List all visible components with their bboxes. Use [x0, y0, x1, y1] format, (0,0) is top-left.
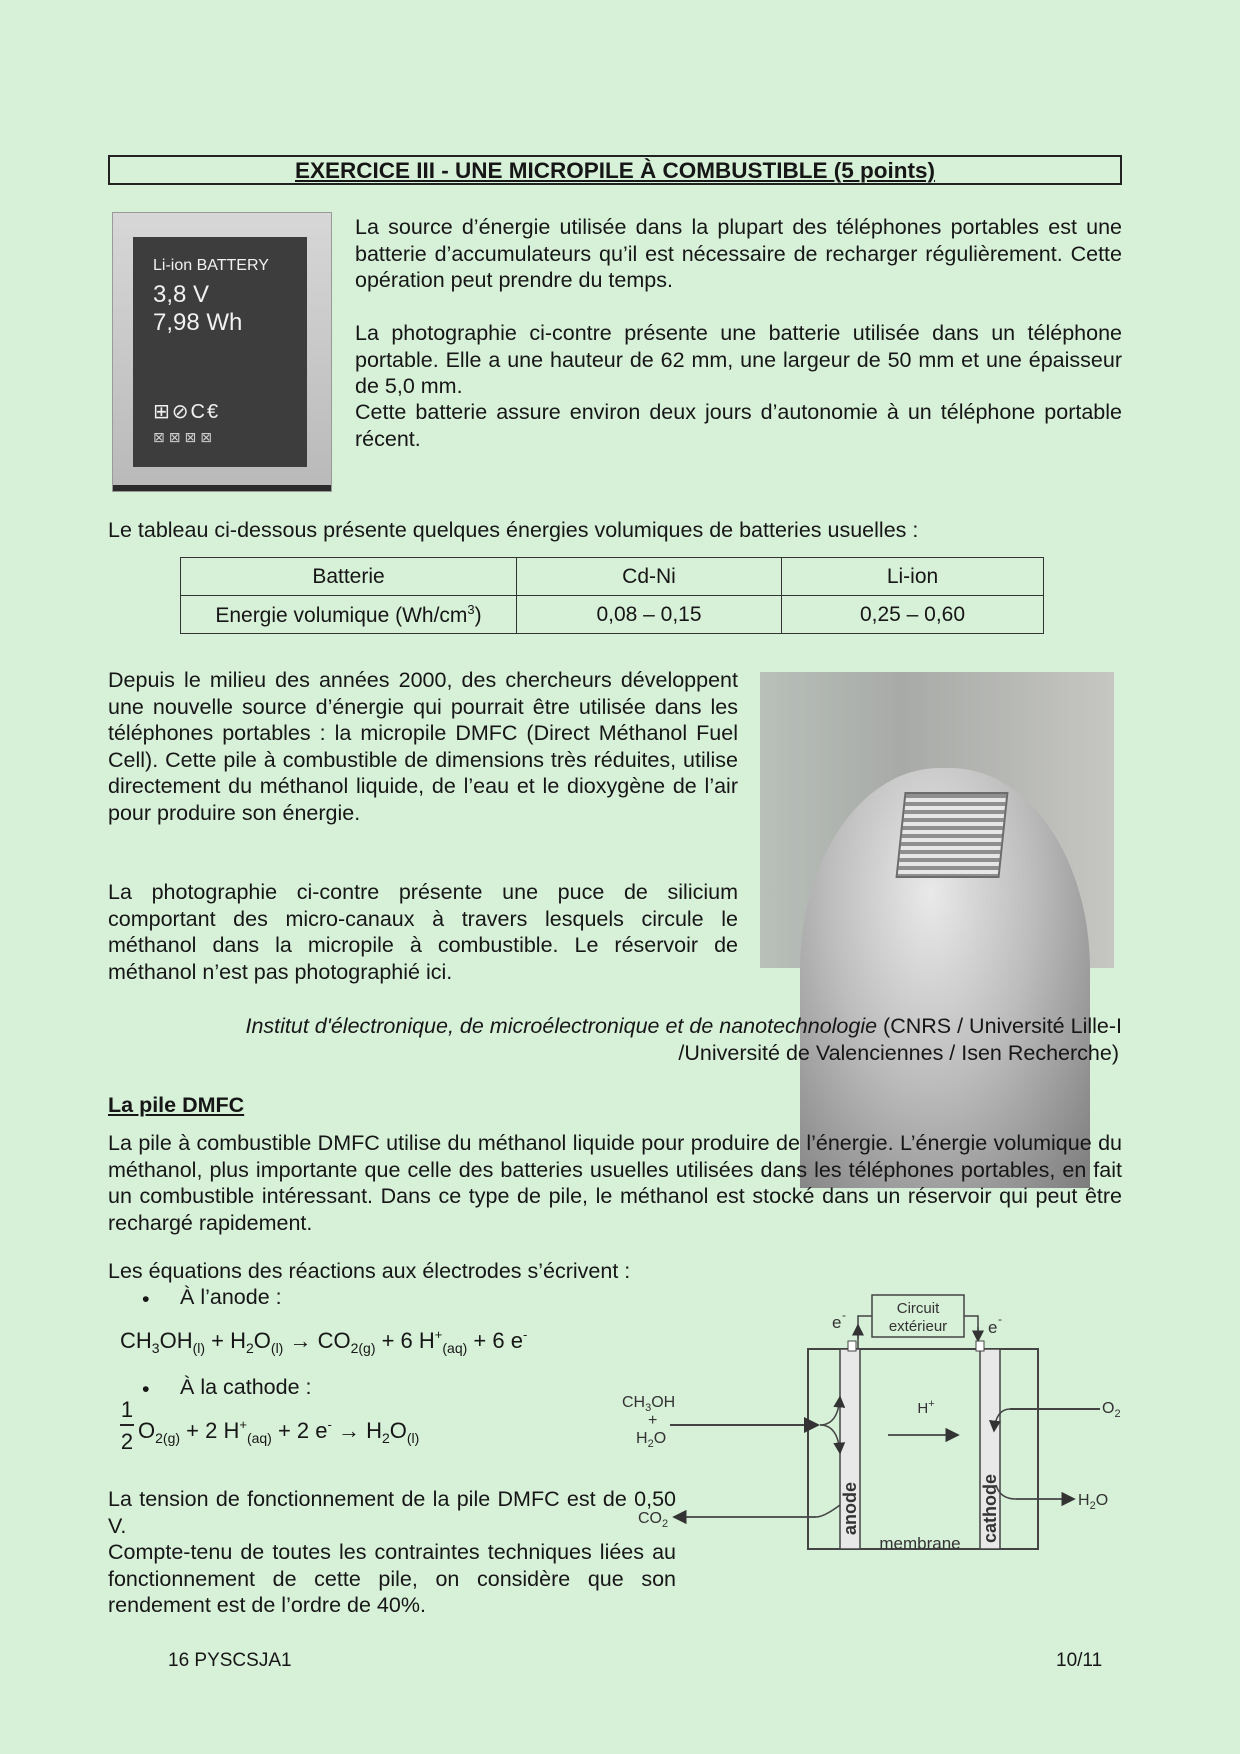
- battery-photo: [112, 212, 332, 492]
- cathode-terminal: [976, 1341, 984, 1351]
- water-input-label: $H_2O$: [636, 1430, 667, 1450]
- fuel-flow-up: [820, 1397, 840, 1425]
- footer-code: 16 PYSCSJA1: [168, 1650, 292, 1671]
- table-header-cdni: Cd-Ni: [517, 558, 782, 596]
- proton-label: H+: [917, 1398, 935, 1417]
- electron-sign-right: -: [998, 1312, 1002, 1326]
- battery-connector-edge: [113, 485, 331, 491]
- electron-label-right: e: [988, 1318, 998, 1337]
- dmfc-paragraph-2: La photographie ci-contre présente une puce de silicium comportant des micro-canaux à travers lesquels circule le méthanol dans la micropile à combustible. Le réservoir de méthanol n’est pas photographié ici.: [108, 880, 738, 984]
- cathode-label: cathode: [980, 1473, 1000, 1543]
- table-row: [181, 558, 1044, 596]
- energy-label-text: Energie volumique (Wh/cm: [215, 603, 468, 627]
- anode-label: anode: [840, 1481, 860, 1535]
- cathode-bullet: •: [142, 1377, 150, 1401]
- source-line-2: /Université de Valenciennes / Isen Recherche): [678, 1041, 1119, 1065]
- exercise-title-box: [108, 155, 1122, 185]
- anode-terminal: [848, 1341, 856, 1351]
- table-cell-liion-value: 0,25 – 0,60: [782, 596, 1044, 634]
- equations-intro: Les équations des réactions aux électrodes s’écrivent :: [108, 1259, 631, 1283]
- battery-energy-label: 7,98 Wh: [153, 309, 243, 336]
- table-row: [181, 596, 1044, 634]
- electron-label-left: e: [832, 1313, 842, 1332]
- fraction-denominator: 2: [120, 1429, 134, 1454]
- fraction-bar: [120, 1424, 134, 1426]
- energy-table: [180, 557, 1044, 634]
- tension-paragraph: La tension de fonctionnement de la pile DMFC est de 0,50 V.: [108, 1487, 676, 1538]
- fuel-flow-down: [820, 1425, 840, 1453]
- silicon-chip-photo: [760, 672, 1114, 968]
- fraction-numerator: 1: [120, 1397, 134, 1422]
- battery-certification-marks: ⊞⊘C€: [153, 401, 221, 423]
- anode-equation: $CH_3OH_{(l)} + H_2O_{(l)} \to CO_{2(g)} + 6$ $H^+_{(aq)} + 6$ e-: [120, 1327, 528, 1356]
- battery-voltage-label: 3,8 V: [153, 281, 210, 308]
- table-header-liion: Li-ion: [782, 558, 1044, 596]
- rendement-paragraph: Compte-tenu de toutes les contraintes techniques liées au fonctionnement de cette pile, on considère que son rendement est de l’ordre de 40%.: [108, 1540, 676, 1617]
- energy-unit-exponent: 3: [467, 601, 475, 617]
- table-intro: Le tableau ci-dessous présente quelques énergies volumiques de batteries usuelles :: [108, 518, 919, 542]
- source-partners-1: (CNRS / Université Lille-I: [877, 1014, 1122, 1038]
- energy-label-end: ): [474, 603, 482, 627]
- battery-label-panel: [133, 237, 307, 467]
- cathode-label: À la cathode :: [180, 1375, 312, 1399]
- exterieur-label: extérieur: [888, 1318, 948, 1335]
- dmfc-diagram: [622, 1285, 1140, 1575]
- exercise-title: EXERCICE III - UNE MICROPILE À COMBUSTIBLE (5 points): [294, 158, 936, 183]
- co2-flow: [816, 1505, 840, 1517]
- intro-paragraph-3: Cette batterie assure environ deux jours d’autonomie à un téléphone portable récent.: [355, 400, 1122, 451]
- table-cell-cdni-value: 0,08 – 0,15: [517, 596, 782, 634]
- membrane-label: membrane: [879, 1534, 961, 1553]
- co2-output-label: $CO_2$: [638, 1510, 669, 1530]
- silicon-chip-image: [895, 792, 1008, 878]
- circuit-label: Circuit: [896, 1300, 940, 1317]
- electron-sign-left: -: [842, 1308, 846, 1322]
- source-institute: Institut d'électronique, de microélectronique et de nanotechnologie: [245, 1014, 878, 1038]
- pile-paragraph: La pile à combustible DMFC utilise du méthanol liquide pour produire de l’énergie. L’énergie volumique du méthanol, plus importante que celle des batteries usuelles utilisées dans les téléphones portables, en fait un combustible intéressant. Dans ce type de pile, le méthanol est stocké dans un réservoir qui peut être rechargé rapidement.: [108, 1131, 1122, 1235]
- table-header-battery: Batterie: [181, 558, 517, 596]
- anode-bullet: •: [142, 1287, 150, 1311]
- oxygen-input-label: $O_2$: [1102, 1400, 1121, 1420]
- battery-recycling-marks: ⊠⊠⊠⊠: [153, 429, 216, 445]
- methanol-input-label: $CH_3OH$: [622, 1394, 676, 1414]
- source-line-1: [180, 1013, 1122, 1040]
- plus-sign: +: [648, 1412, 658, 1429]
- intro-paragraph-1: La source d’énergie utilisée dans la plupart des téléphones portables est une batterie d’accumulateurs qu’il est nécessaire de recharger régulièrement. Cette opération peut prendre du temps.: [355, 215, 1122, 292]
- section-title: La pile DMFC: [108, 1093, 245, 1117]
- anode-label: À l’anode :: [180, 1285, 282, 1309]
- dmfc-paragraph-1: Depuis le milieu des années 2000, des chercheurs développent une nouvelle source d’énergie qui pourrait être utilisée dans les téléphones portables : la micropile DMFC (Direct Méthanol Fuel Cell). Cette pile à combustible de dimensions très réduites, utilise directement du méthanol liquide, de l’eau et le dioxygène de l’air pour produire son énergie.: [108, 668, 738, 825]
- page-number: 10/11: [1056, 1650, 1103, 1671]
- intro-paragraph-2: La photographie ci-contre présente une batterie utilisée dans un téléphone portable. Elle a une hauteur de 62 mm, une largeur de 50 mm et une épaisseur de 5,0 mm.: [355, 321, 1122, 398]
- cathode-equation: $O_{2(g)} + 2$ $H^+_{(aq)} + 2$ $e^- \to H_2O_{(l)}$: [138, 1417, 420, 1446]
- battery-type-label: Li-ion BATTERY: [153, 257, 269, 274]
- water-output-label: $H_2O$: [1078, 1492, 1109, 1512]
- table-cell-energy-label: [181, 596, 517, 634]
- left-wire: [858, 1316, 872, 1349]
